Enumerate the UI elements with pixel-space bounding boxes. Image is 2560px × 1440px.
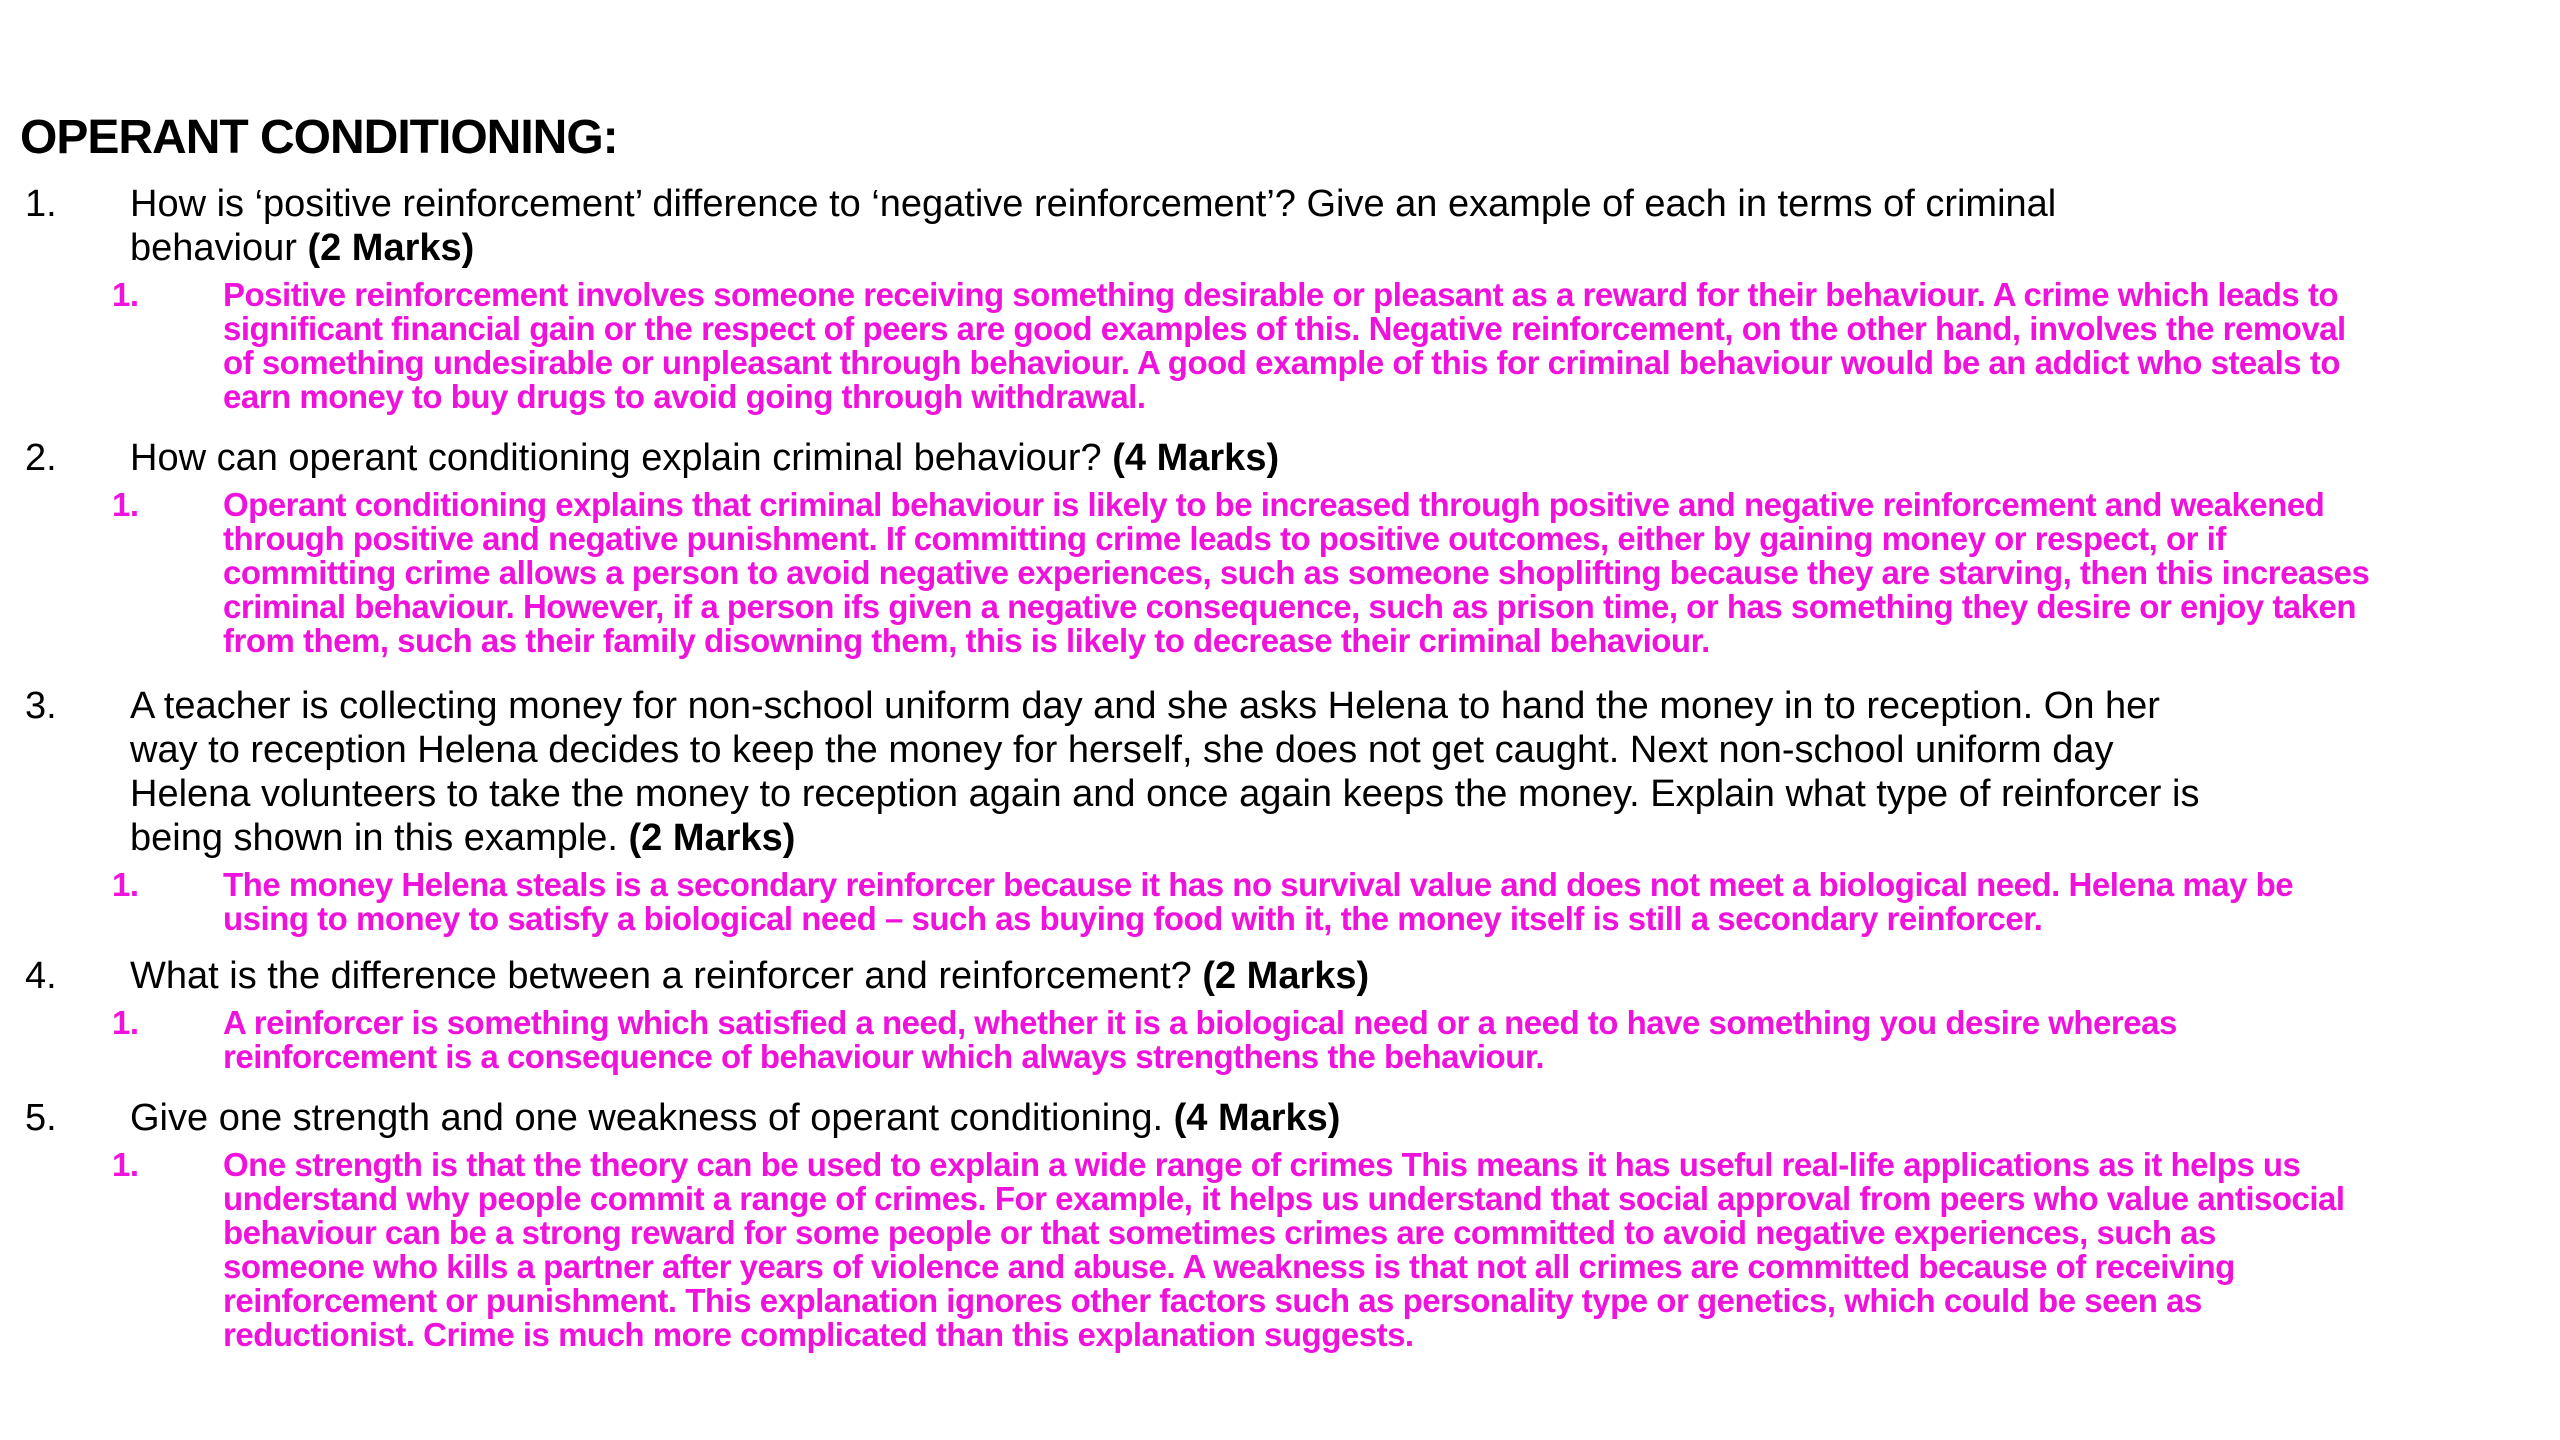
question-number: 4.	[25, 955, 57, 997]
text-line: from them, such as their family disowning them, this is likely to decrease their criminal behaviour.	[223, 622, 1710, 659]
answer-number: 1.	[112, 276, 139, 313]
marks-label: (2 Marks)	[617, 817, 796, 859]
text-line: criminal behaviour. However, if a person ifs given a negative consequence, such as prison time, or has something they desire or enjoy taken	[223, 588, 2357, 625]
marks-label: (4 Marks)	[1101, 437, 1280, 479]
text-line: being shown in this example. (2 Marks)	[130, 817, 796, 859]
text-line: Helena volunteers to take the money to reception again and once again keeps the money. Explain what type of reinforcer is	[130, 773, 2200, 815]
text-line: Positive reinforcement involves someone receiving something desirable or pleasant as a reward for their behaviour. A crime which leads to	[223, 276, 2339, 313]
text-line: of something undesirable or unpleasant through behaviour. A good example of this for criminal behaviour would be an addict who steals to	[223, 344, 2340, 381]
answer-number: 1.	[112, 1146, 139, 1183]
question-text	[130, 954, 2560, 998]
qa-block-2	[0, 436, 2560, 658]
qa-block-5	[0, 1096, 2560, 1352]
text-line: A reinforcer is something which satisfied a need, whether it is a biological need or a need to have something you desire whereas	[223, 1004, 2177, 1041]
marks-label: (4 Marks)	[1163, 1097, 1341, 1139]
text-line: How can operant conditioning explain criminal behaviour? (4 Marks)	[130, 437, 1280, 479]
answer-text	[223, 278, 2560, 414]
answer-text	[223, 1006, 2560, 1074]
text-line: behaviour (2 Marks)	[130, 227, 475, 269]
text-line: Operant conditioning explains that criminal behaviour is likely to be increased through positive and negative reinforcement and weakened	[223, 486, 2325, 523]
text-line: understand why people commit a range of crimes. For example, it helps us understand that social approval from peers who value antisocial	[223, 1180, 2345, 1217]
marks-label: (2 Marks)	[296, 227, 475, 269]
question-row-4	[25, 954, 2560, 998]
text-line: behaviour can be a strong reward for some people or that sometimes crimes are committed to avoid negative experiences, such as	[223, 1214, 2216, 1251]
question-row-1	[25, 182, 2560, 270]
text-line: One strength is that the theory can be used to explain a wide range of crimes This means it has useful real-life applications as it helps us	[223, 1146, 2301, 1183]
page-title: OPERANT CONDITIONING:	[20, 111, 618, 164]
text-line: committing crime allows a person to avoid negative experiences, such as someone shoplifting because they are starving, then this increases	[223, 554, 2370, 591]
text-line: reinforcement is a consequence of behaviour which always strengthens the behaviour.	[223, 1038, 1545, 1075]
text-line: How is ‘positive reinforcement’ difference to ‘negative reinforcement’? Give an example of each in terms of criminal	[130, 183, 2057, 225]
question-row-5	[25, 1096, 2560, 1140]
marks-label: (2 Marks)	[1191, 955, 1370, 997]
answer-row-5	[112, 1148, 2560, 1352]
answer-text	[223, 1148, 2560, 1352]
question-number: 1.	[25, 183, 57, 225]
question-text	[130, 436, 2560, 480]
question-row-3	[25, 684, 2560, 860]
question-row-2	[25, 436, 2560, 480]
text-line: through positive and negative punishment. If committing crime leads to positive outcomes, either by gaining money or respect, or if	[223, 520, 2226, 557]
answer-row-3	[112, 868, 2560, 936]
answer-number: 1.	[112, 1004, 139, 1041]
answer-text	[223, 488, 2560, 658]
text-line: someone who kills a partner after years of violence and abuse. A weakness is that not all crimes are committed because of receiving	[223, 1248, 2235, 1285]
answer-row-1	[112, 278, 2560, 414]
text-line: What is the difference between a reinforcer and reinforcement? (2 Marks)	[130, 955, 1370, 997]
text-line: significant financial gain or the respect of peers are good examples of this. Negative reinforcement, on the other hand, involves the removal	[223, 310, 2346, 347]
question-text	[130, 684, 2560, 860]
text-line: using to money to satisfy a biological need – such as buying food with it, the money itself is still a secondary reinforcer.	[223, 900, 2043, 937]
text-line: earn money to buy drugs to avoid going through withdrawal.	[223, 378, 1146, 415]
answer-number: 1.	[112, 866, 139, 903]
text-line: The money Helena steals is a secondary reinforcer because it has no survival value and does not meet a biological need. Helena may be	[223, 866, 2294, 903]
qa-block-1	[0, 182, 2560, 414]
qa-block-4	[0, 954, 2560, 1074]
text-line: A teacher is collecting money for non-school uniform day and she asks Helena to hand the money in to reception. On her	[130, 685, 2160, 727]
answer-text	[223, 868, 2560, 936]
question-number: 3.	[25, 685, 57, 727]
text-line: Give one strength and one weakness of operant conditioning. (4 Marks)	[130, 1097, 1341, 1139]
text-line: way to reception Helena decides to keep the money for herself, she does not get caught. Next non-school uniform day	[130, 729, 2114, 771]
question-number: 2.	[25, 437, 57, 479]
question-number: 5.	[25, 1097, 57, 1139]
answer-row-2	[112, 488, 2560, 658]
answer-number: 1.	[112, 486, 139, 523]
text-line: reinforcement or punishment. This explanation ignores other factors such as personality type or genetics, which could be seen as	[223, 1282, 2202, 1319]
question-text	[130, 1096, 2560, 1140]
answer-row-4	[112, 1006, 2560, 1074]
text-line: reductionist. Crime is much more complicated than this explanation suggests.	[223, 1316, 1414, 1353]
qa-block-3	[0, 684, 2560, 936]
question-text	[130, 182, 2560, 270]
